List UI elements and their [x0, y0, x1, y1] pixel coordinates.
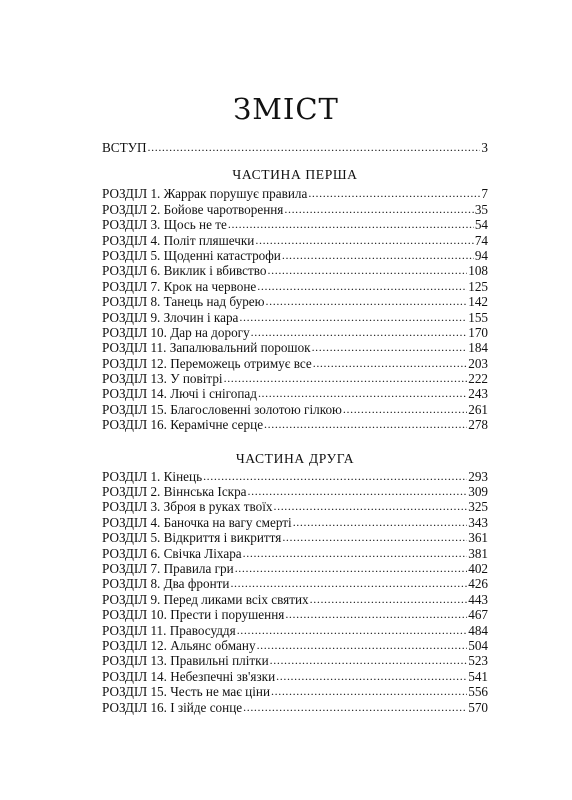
dot-leader	[257, 638, 468, 653]
toc-entry-page: 125	[468, 278, 488, 294]
dot-leader	[285, 607, 467, 622]
toc-entry-label: РОЗДІЛ 7. Правила гри	[102, 560, 234, 576]
toc-entry-page: 570	[468, 699, 488, 715]
toc-entry-page: 556	[468, 684, 488, 700]
toc-entry-label: РОЗДІЛ 2. Віннська Іскра	[102, 484, 247, 500]
dot-leader	[271, 684, 467, 699]
toc-entry[interactable]	[102, 484, 488, 499]
toc-entry-label: РОЗДІЛ 9. Перед ликами всіх святих	[102, 591, 309, 607]
dot-leader	[274, 499, 468, 514]
dot-leader	[270, 653, 468, 668]
toc-entry-page: 361	[468, 530, 488, 546]
toc-entry-page: 35	[474, 201, 488, 217]
toc-entry-page: 3	[481, 140, 488, 155]
toc-entry-page: 443	[468, 591, 488, 607]
dot-leader	[255, 233, 473, 248]
toc-entry[interactable]	[102, 340, 488, 355]
toc-entry[interactable]	[102, 217, 488, 232]
toc-entry[interactable]	[102, 325, 488, 340]
toc-entry[interactable]	[102, 263, 488, 278]
toc-entry-page: 402	[468, 560, 488, 576]
toc-entry-page: 94	[474, 247, 488, 263]
dot-leader	[266, 294, 468, 309]
toc-entry-page: 74	[474, 232, 488, 248]
dot-leader	[284, 202, 473, 217]
part-1-chapters	[102, 186, 488, 432]
toc-entry[interactable]	[102, 623, 488, 638]
toc-entry[interactable]	[102, 592, 488, 607]
dot-leader	[313, 356, 467, 371]
toc-entry-label: РОЗДІЛ 1. Кінець	[102, 468, 203, 484]
dot-leader	[312, 340, 468, 355]
toc-entry-label: РОЗДІЛ 14. Небезпечні зв'язки	[102, 668, 276, 684]
toc-entry[interactable]	[102, 279, 488, 294]
toc-entry[interactable]	[102, 576, 488, 591]
dot-leader	[237, 623, 468, 638]
toc-entry[interactable]	[102, 202, 488, 217]
toc-entry[interactable]	[102, 607, 488, 622]
toc-entry-page: 170	[468, 324, 488, 340]
toc-entry-page: 504	[468, 637, 488, 653]
toc-entry-label: РОЗДІЛ 16. Керамічне серце	[102, 417, 264, 433]
toc-entry-page: 293	[468, 468, 488, 484]
toc-entry[interactable]	[102, 561, 488, 576]
toc-entry-page: 278	[468, 417, 488, 433]
table-of-contents	[102, 140, 488, 715]
toc-entry-label: РОЗДІЛ 12. Альянс обману	[102, 637, 256, 653]
dot-leader	[293, 515, 468, 530]
toc-entry[interactable]	[102, 310, 488, 325]
toc-entry[interactable]	[102, 669, 488, 684]
toc-entry-page: 325	[468, 499, 488, 515]
toc-entry-page: 184	[468, 340, 488, 356]
dot-leader	[230, 576, 467, 591]
toc-entry-label: РОЗДІЛ 13. У повітрі	[102, 371, 223, 387]
toc-entry-label: РОЗДІЛ 9. Злочин і кара	[102, 309, 239, 325]
toc-entry[interactable]	[102, 515, 488, 530]
toc-entry[interactable]	[102, 638, 488, 653]
toc-entry-label: РОЗДІЛ 3. Зброя в руках твоїх	[102, 499, 273, 515]
toc-entry-page: 309	[468, 484, 488, 500]
toc-entry-label: РОЗДІЛ 6. Свічка Ліхара	[102, 545, 242, 561]
toc-entry[interactable]	[102, 417, 488, 432]
toc-entry-label: РОЗДІЛ 8. Два фронти	[102, 576, 230, 592]
toc-entry-page: 381	[468, 545, 488, 561]
toc-entry[interactable]	[102, 356, 488, 371]
toc-entry-label: РОЗДІЛ 5. Щоденні катастрофи	[102, 247, 281, 263]
toc-entry-page: 343	[468, 514, 488, 530]
dot-leader	[282, 248, 474, 263]
toc-entry-label: РОЗДІЛ 12. Переможець отримує все	[102, 355, 312, 371]
toc-entry-label: РОЗДІЛ 8. Танець над бурею	[102, 294, 265, 310]
part-heading-2: ЧАСТИНА ДРУГА	[235, 450, 355, 466]
toc-entry[interactable]	[102, 700, 488, 715]
dot-leader	[258, 386, 467, 401]
toc-entry[interactable]	[102, 248, 488, 263]
page-title: ЗМІСТ	[233, 92, 339, 126]
toc-entry[interactable]	[102, 294, 488, 309]
toc-entry-page: 426	[468, 576, 488, 592]
toc-entry[interactable]	[102, 499, 488, 514]
toc-entry-label: РОЗДІЛ 15. Благословенні золотою гілкою	[102, 401, 342, 417]
toc-entry[interactable]	[102, 371, 488, 386]
toc-entry-label: РОЗДІЛ 13. Правильні плітки	[102, 653, 269, 669]
toc-entry[interactable]	[102, 186, 488, 201]
toc-entry-label: РОЗДІЛ 10. Дар на дорогу	[102, 324, 250, 340]
toc-entry-page: 203	[468, 355, 488, 371]
dot-leader	[239, 310, 467, 325]
dot-leader	[264, 417, 467, 432]
toc-entry-label: ВСТУП	[102, 140, 147, 155]
toc-entry[interactable]	[102, 546, 488, 561]
toc-entry-label: РОЗДІЛ 3. Щось не те	[102, 217, 227, 233]
toc-entry-page: 108	[468, 263, 488, 279]
part-heading-1: ЧАСТИНА ПЕРША	[232, 167, 358, 183]
toc-entry[interactable]	[102, 402, 488, 417]
toc-entry-label: РОЗДІЛ 6. Виклик і вбивство	[102, 263, 267, 279]
dot-leader	[310, 592, 468, 607]
toc-entry[interactable]	[102, 469, 488, 484]
toc-entry-label: РОЗДІЛ 11. Запалювальний порошок	[102, 340, 311, 356]
toc-entry-label: РОЗДІЛ 5. Відкриття і викриття	[102, 530, 282, 546]
dot-leader	[228, 217, 474, 232]
dot-leader	[203, 469, 467, 484]
toc-entry[interactable]	[102, 386, 488, 401]
toc-entry-page: 541	[468, 668, 488, 684]
toc-entry-label: РОЗДІЛ 10. Прести і порушення	[102, 607, 285, 623]
toc-entry-label: РОЗДІЛ 14. Лючі і снігопад	[102, 386, 257, 402]
dot-leader	[243, 546, 468, 561]
dot-leader	[257, 279, 467, 294]
dot-leader	[276, 669, 467, 684]
toc-entry[interactable]	[102, 530, 488, 545]
toc-entry-page: 243	[468, 386, 488, 402]
part-2-chapters	[102, 469, 488, 715]
toc-entry-intro[interactable]	[102, 140, 488, 155]
toc-entry-page: 7	[481, 186, 488, 202]
toc-entry[interactable]	[102, 233, 488, 248]
dot-leader	[343, 402, 467, 417]
toc-entry-label: РОЗДІЛ 7. Крок на червоне	[102, 278, 257, 294]
toc-entry-label: РОЗДІЛ 15. Честь не має ціни	[102, 684, 271, 700]
dot-leader	[308, 186, 480, 201]
dot-leader	[148, 140, 481, 155]
toc-entry-label: РОЗДІЛ 11. Правосуддя	[102, 622, 236, 638]
dot-leader	[251, 325, 468, 340]
toc-entry-page: 467	[468, 607, 488, 623]
toc-entry-label: РОЗДІЛ 4. Баночка на вагу смерті	[102, 514, 292, 530]
toc-entry-page: 142	[468, 294, 488, 310]
toc-entry-page: 222	[468, 371, 488, 387]
toc-entry-label: РОЗДІЛ 4. Політ пляшечки	[102, 232, 255, 248]
toc-entry-page: 155	[468, 309, 488, 325]
toc-entry-label: РОЗДІЛ 16. І зійде сонце	[102, 699, 243, 715]
toc-entry-label: РОЗДІЛ 1. Жаррак порушує правила	[102, 186, 308, 202]
toc-entry-page: 261	[468, 401, 488, 417]
toc-entry[interactable]	[102, 653, 488, 668]
toc-entry-page: 484	[468, 622, 488, 638]
toc-entry-label: РОЗДІЛ 2. Бойове чаротворення	[102, 201, 284, 217]
dot-leader	[224, 371, 468, 386]
dot-leader	[235, 561, 468, 576]
dot-leader	[282, 530, 467, 545]
toc-entry-page: 523	[468, 653, 488, 669]
dot-leader	[248, 484, 468, 499]
dot-leader	[268, 263, 468, 278]
dot-leader	[243, 700, 467, 715]
toc-entry-page: 54	[474, 217, 488, 233]
toc-entry[interactable]	[102, 684, 488, 699]
